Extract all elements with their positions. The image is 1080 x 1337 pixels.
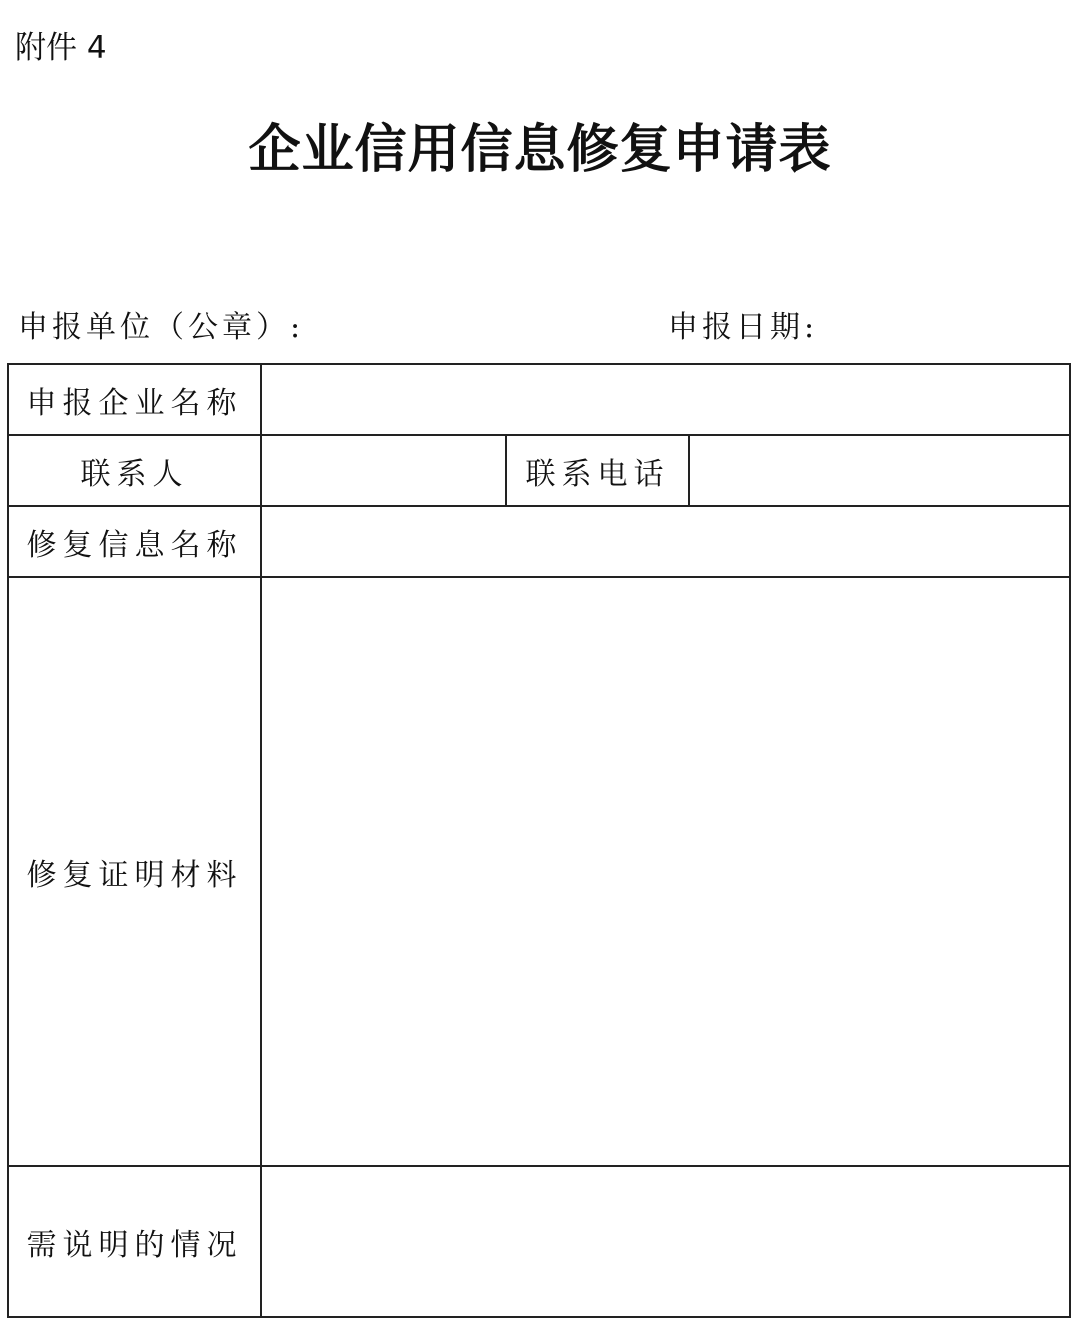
application-date-label: 申报日期: (668, 310, 819, 345)
contact-phone-field[interactable] (690, 436, 1069, 505)
repair-info-name-label: 修复信息名称 (26, 527, 243, 563)
contact-person-label: 联系人 (80, 456, 189, 492)
attachment-number: 附件 4 (15, 30, 107, 66)
contact-phone-label: 联系电话 (525, 456, 670, 492)
repair-proof-materials-field[interactable] (262, 578, 1069, 1165)
notes-field[interactable] (262, 1167, 1069, 1316)
company-name-label: 申报企业名称 (26, 385, 243, 421)
repair-proof-materials-label: 修复证明材料 (26, 857, 243, 893)
repair-info-name-field[interactable] (262, 507, 1069, 576)
applicant-unit-label: 申报单位（公章）: (18, 310, 305, 345)
contact-person-field[interactable] (262, 436, 505, 505)
application-form-table (7, 363, 1071, 1318)
form-title: 企业信用信息修复申请表 (248, 119, 832, 180)
notes-label: 需说明的情况 (26, 1227, 243, 1263)
company-name-field[interactable] (262, 365, 1069, 434)
